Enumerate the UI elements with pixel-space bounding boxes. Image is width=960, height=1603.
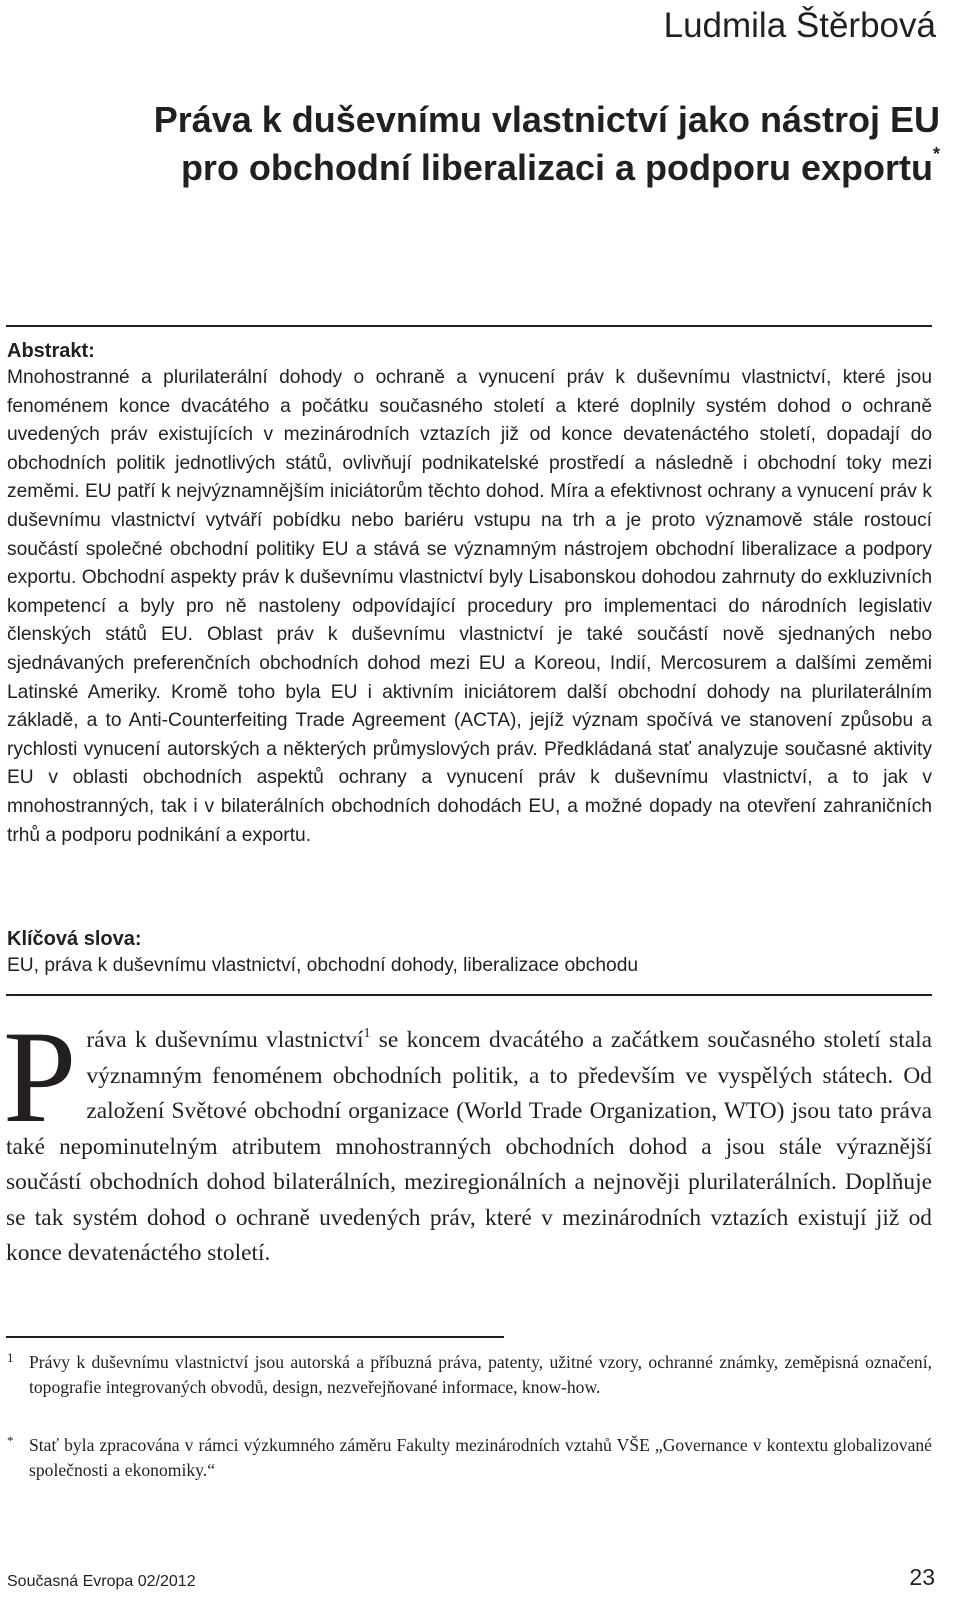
abstract-heading: Abstrakt: — [7, 340, 95, 362]
footnote-ref-1[interactable]: 1 — [363, 1026, 371, 1041]
page-number: 23 — [909, 1564, 935, 1590]
footnote-2 — [7, 1433, 932, 1482]
abstract-text: Mnohostranné a plurilaterální dohody o ochraně a vynucení práv k duševnímu vlastnictví, které jsou fenoménem konce dvacátého a počátku současného století a které doplnily systém dohod o ochraně uvedených práv existujících v mezinárodních vztazích již od konce devatenáctého století, dopadají do obchodních politik jednotlivých států, ovlivňují podnikatelské prostředí a následně i obchodní toky mezi zeměmi. EU patří k nejvýznamnějším iniciátorům těchto dohod. Míra a efektivnost ochrany a vynucení práv k duševnímu vlastnictví vytváří pobídku nebo bariéru vstupu na trh a je proto významově stále rostoucí součástí společné obchodní politiky EU a stává se významným nástrojem obchodní liberalizace a podpory exportu. Obchodní aspekty práv k duševnímu vlastnictví byly Lisabonskou dohodou zahrnuty do exkluzivních kompetencí a byly pro ně nastoleny odpovídající procedury pro implementaci do národních legislativ členských států EU. Oblast práv k duševnímu vlastnictví je také součástí nově sjednaných nebo sjednávaných preferenčních obchodních dohod mezi EU a Koreou, Indií, Mercosurem a dalšími zeměmi Latinské Ameriky. Kromě toho byla EU i aktivním iniciátorem další obchodní dohody na plurilaterálním základě, a to Anti-Counterfeiting Trade Agreement (ACTA), jejíž význam spočívá ve stanovení způsobu a rychlosti vynucení autorských a některých průmyslových práv. Předkládaná stať analyzuje současné aktivity EU v oblasti obchodních aspektů ochrany a vynucení práv k duševnímu vlastnictví, a to jak v mnohostranných, tak i v bilaterálních obchodních dohodách EU, a možné dopady na otevření zahraničních trhů a podporu podnikání a exportu. — [7, 367, 932, 846]
top-divider — [6, 325, 932, 327]
section-divider — [6, 994, 932, 996]
keywords-heading: Klíčová slova: — [7, 928, 142, 950]
footnote-divider — [6, 1336, 504, 1338]
footnote-2-mark: * — [7, 1433, 14, 1448]
body-lead: ráva k duševnímu vlastnictví — [86, 1027, 364, 1053]
keywords-text: EU, práva k duševnímu vlastnictví, obchodní dohody, liberalizace obchodu — [7, 955, 639, 976]
author-name: Ludmila Štěrbová — [663, 6, 936, 45]
drop-cap: P — [3, 1003, 77, 1150]
title-line-2: pro obchodní liberalizaci a podporu exportu — [180, 147, 933, 188]
title-footnote-mark[interactable]: * — [932, 144, 940, 164]
article-title — [40, 96, 940, 192]
journal-name: Současná Evropa 02/2012 — [7, 1573, 196, 1590]
body-text: se koncem dvacátého a začátkem současného století stala významným fenoménem obchodních politik, a to především ve vyspělých státech. Od založení Světové obchodní organizace (World Trade Organization, WTO) jsou tato práva také nepominutelným atributem mnohostranných obchodních dohod a jsou stále výraznější součástí obchodních dohod bilaterálních, meziregionálních a nejnověji plurilaterálních. Doplňuje se tak systém dohod o ochraně uvedených práv, které v mezinárodních vztazích existují již od konce devatenáctého století. — [6, 1027, 932, 1266]
footnote-1 — [7, 1350, 932, 1399]
footnote-1-text: Právy k duševnímu vlastnictví jsou autorská a příbuzná práva, patenty, užitné vzory, ochranné známky, zeměpisná označení, topografie integrovaných obvodů, design, nezveřejňované informace, know-how. — [29, 1352, 932, 1397]
title-line-1: Práva k duševnímu vlastnictví jako nástroj EU — [153, 99, 940, 140]
footnote-2-text: Stať byla zpracována v rámci výzkumného záměru Fakulty mezinárodních vztahů VŠE „Governance v kontextu globalizované společnosti a ekonomiky.“ — [29, 1435, 932, 1480]
body-paragraph — [3, 1003, 932, 1272]
footnote-1-mark: 1 — [7, 1350, 14, 1365]
